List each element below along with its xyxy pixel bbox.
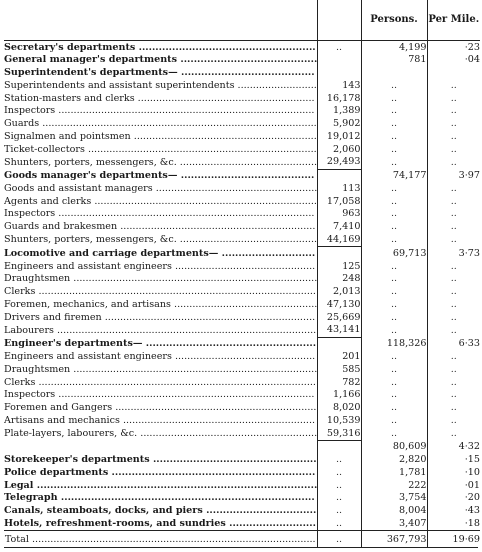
- table-row: [4, 337, 480, 350]
- row-subtotal: ..: [317, 454, 361, 467]
- row-subtotal: 59,316: [317, 427, 361, 440]
- table-row: [4, 143, 480, 156]
- row-per-mile: ..: [427, 311, 480, 324]
- row-persons: ..: [361, 363, 427, 376]
- row-label: Goods manager's departments— ........................................: [4, 169, 315, 181]
- row-per-mile: ·15: [427, 454, 480, 467]
- row-subtotal: 44,169: [317, 233, 361, 246]
- header-persons: Persons.: [361, 0, 427, 40]
- row-persons: ..: [361, 401, 427, 414]
- table-row: [4, 130, 480, 143]
- row-label: Draughtsmen ................................................................................: [4, 363, 317, 375]
- row-persons: [361, 66, 427, 79]
- table-row: [4, 79, 480, 92]
- row-persons: ..: [361, 414, 427, 427]
- row-subtotal: ..: [317, 517, 361, 530]
- row-subtotal: [317, 247, 361, 260]
- table-row: [4, 505, 480, 518]
- row-label: Secretary's departments .....................................................: [4, 41, 316, 53]
- row-label: Signalmen and pointsmen ............................................................: [4, 130, 317, 142]
- row-per-mile: ..: [427, 117, 480, 130]
- row-persons: ..: [361, 376, 427, 389]
- row-persons: ..: [361, 298, 427, 311]
- row-label: Inspectors ....................................................................................: [4, 389, 315, 401]
- row-persons: 4,199: [361, 40, 427, 53]
- row-per-mile: ..: [427, 233, 480, 246]
- table-row: [4, 492, 480, 505]
- total-row: [4, 531, 480, 548]
- header-sub-cell: [317, 0, 361, 40]
- row-label: Artisans and mechanics ...............................................................: [4, 414, 316, 426]
- row-per-mile: 3·97: [427, 169, 480, 182]
- table-row: [4, 182, 480, 195]
- row-per-mile: ·23: [427, 40, 480, 53]
- row-subtotal: [317, 66, 361, 79]
- row-label: Foremen, mechanics, and artisans ...............................................: [4, 298, 317, 310]
- row-per-mile: ..: [427, 389, 480, 402]
- row-label: Superintendent's departments— ........................................: [4, 67, 315, 79]
- row-per-mile: ·43: [427, 505, 480, 518]
- row-label: Clerks ...........................................................................................: [4, 286, 316, 298]
- table-row: [4, 92, 480, 105]
- row-label: Inspectors ....................................................................................: [4, 208, 315, 220]
- row-persons: 222: [361, 479, 427, 492]
- table-row: [4, 233, 480, 246]
- row-label: Engineer's departments— ...................................................: [4, 337, 317, 349]
- row-subtotal: [317, 54, 361, 67]
- row-subtotal: 782: [317, 376, 361, 389]
- table-row: [4, 54, 480, 67]
- table-row: [4, 286, 480, 299]
- row-label: Engineers and assistant engineers ..............................................: [4, 260, 316, 272]
- row-subtotal: ..: [317, 505, 361, 518]
- row-label: Shunters, porters, messengers, &c. .............................................: [4, 234, 317, 246]
- row-per-mile: ..: [427, 427, 480, 440]
- row-persons: 2,820: [361, 454, 427, 467]
- row-per-mile: ..: [427, 208, 480, 221]
- table-row: [4, 169, 480, 182]
- row-label: Legal ....................................................................................: [4, 479, 317, 491]
- row-per-mile: ..: [427, 143, 480, 156]
- total-subtotal: ..: [317, 531, 361, 548]
- row-subtotal: ..: [317, 492, 361, 505]
- row-label: Clerks ...........................................................................................: [4, 376, 316, 388]
- row-per-mile: 4·32: [427, 440, 480, 453]
- row-per-mile: ..: [427, 324, 480, 337]
- row-persons: ..: [361, 105, 427, 118]
- row-persons: ..: [361, 143, 427, 156]
- row-per-mile: ..: [427, 221, 480, 234]
- table-row: [4, 105, 480, 118]
- row-persons: ..: [361, 311, 427, 324]
- table-row: [4, 298, 480, 311]
- row-persons: 3,407: [361, 517, 427, 530]
- row-per-mile: ..: [427, 195, 480, 208]
- row-label: Shunters, porters, messengers, &c. .............................................: [4, 156, 317, 168]
- table-row: [4, 273, 480, 286]
- row-label: Labourers .....................................................................................: [4, 324, 317, 336]
- table-row: [4, 247, 480, 260]
- row-subtotal: 5,902: [317, 117, 361, 130]
- row-label: Locomotive and carriage departments— ............................: [4, 247, 316, 259]
- row-subtotal: 125: [317, 260, 361, 273]
- row-per-mile: [427, 66, 480, 79]
- row-label: Inspectors ....................................................................................: [4, 105, 315, 117]
- row-persons: ..: [361, 273, 427, 286]
- row-persons: 69,713: [361, 247, 427, 260]
- row-persons: 8,004: [361, 505, 427, 518]
- row-label: Guards and brakesmen ................................................................: [4, 221, 316, 233]
- header-per-mile: Per Mile.: [427, 0, 480, 40]
- row-label: Plate-layers, labourers, &c. ..........................................................: [4, 427, 317, 439]
- row-label: Ticket-collectors ...........................................................................: [4, 143, 317, 155]
- row-persons: 3,754: [361, 492, 427, 505]
- row-persons: ..: [361, 117, 427, 130]
- table-row: [4, 479, 480, 492]
- row-persons: ..: [361, 233, 427, 246]
- row-subtotal: 1,166: [317, 389, 361, 402]
- row-subtotal: 8,020: [317, 401, 361, 414]
- row-subtotal: 248: [317, 273, 361, 286]
- row-label: Goods and assistant managers .....................................................: [4, 182, 317, 194]
- row-subtotal: 47,130: [317, 298, 361, 311]
- table-row: [4, 260, 480, 273]
- row-persons: ..: [361, 130, 427, 143]
- row-label: Canals, steamboats, docks, and piers .................................: [4, 505, 317, 517]
- row-subtotal: 2,060: [317, 143, 361, 156]
- row-per-mile: ..: [427, 414, 480, 427]
- row-subtotal: 10,539: [317, 414, 361, 427]
- row-persons: 781: [361, 54, 427, 67]
- row-label: Station-masters and clerks ..........................................................: [4, 92, 315, 104]
- row-persons: ..: [361, 427, 427, 440]
- table-row: [4, 427, 480, 440]
- row-subtotal: 113: [317, 182, 361, 195]
- row-per-mile: ·20: [427, 492, 480, 505]
- table-row: [4, 324, 480, 337]
- table-row: [4, 389, 480, 402]
- row-per-mile: ..: [427, 363, 480, 376]
- table-row: [4, 311, 480, 324]
- row-per-mile: ..: [427, 298, 480, 311]
- table-row: [4, 66, 480, 79]
- table-row: [4, 208, 480, 221]
- row-subtotal: 17,058: [317, 195, 361, 208]
- row-subtotal: 25,669: [317, 311, 361, 324]
- row-persons: ..: [361, 79, 427, 92]
- row-subtotal: ..: [317, 479, 361, 492]
- row-per-mile: ..: [427, 260, 480, 273]
- table-row: [4, 40, 480, 53]
- row-subtotal: [317, 337, 361, 350]
- row-persons: ..: [361, 260, 427, 273]
- row-persons: ..: [361, 389, 427, 402]
- table-row: [4, 117, 480, 130]
- row-label: Hotels, refreshment-rooms, and sundries ..........................: [4, 517, 316, 529]
- row-per-mile: 6·33: [427, 337, 480, 350]
- row-label: Drivers and firemen .....................................................................: [4, 311, 316, 323]
- row-per-mile: ..: [427, 130, 480, 143]
- row-persons: ..: [361, 92, 427, 105]
- row-subtotal: 43,141: [317, 324, 361, 337]
- table-row: [4, 401, 480, 414]
- header-label-cell: [4, 0, 317, 40]
- row-subtotal: 2,013: [317, 286, 361, 299]
- row-subtotal: 201: [317, 350, 361, 363]
- row-per-mile: ..: [427, 79, 480, 92]
- row-subtotal: ..: [317, 40, 361, 53]
- table-row: [4, 466, 480, 479]
- table-row: [4, 221, 480, 234]
- row-subtotal: 16,178: [317, 92, 361, 105]
- row-persons: ..: [361, 195, 427, 208]
- total-label: Total .............................................................................................: [4, 531, 317, 548]
- row-persons: ..: [361, 208, 427, 221]
- row-per-mile: ..: [427, 376, 480, 389]
- row-label: Police departments .............................................................: [4, 466, 316, 478]
- table-row: [4, 440, 480, 453]
- row-persons: ..: [361, 350, 427, 363]
- row-label: Foremen and Gangers ..................................................................: [4, 402, 317, 414]
- row-label: Storekeeper's departments .................................................: [4, 454, 317, 466]
- total-per-mile: 19·69: [427, 531, 480, 548]
- table-row: [4, 414, 480, 427]
- table-row: [4, 156, 480, 169]
- row-per-mile: 3·73: [427, 247, 480, 260]
- row-persons: 74,177: [361, 169, 427, 182]
- row-per-mile: ·10: [427, 466, 480, 479]
- row-label: [4, 440, 317, 453]
- row-per-mile: ·04: [427, 54, 480, 67]
- row-persons: ..: [361, 182, 427, 195]
- row-persons: 118,326: [361, 337, 427, 350]
- row-label: Agents and clerks .........................................................................: [4, 195, 317, 207]
- row-per-mile: ..: [427, 105, 480, 118]
- row-subtotal: 29,493: [317, 156, 361, 169]
- row-per-mile: ..: [427, 182, 480, 195]
- row-subtotal: [317, 169, 361, 182]
- row-subtotal: 963: [317, 208, 361, 221]
- row-per-mile: ..: [427, 350, 480, 363]
- header-row: [4, 0, 480, 40]
- row-persons: 1,781: [361, 466, 427, 479]
- table-body: [4, 0, 480, 548]
- table-row: [4, 350, 480, 363]
- table-row: [4, 363, 480, 376]
- row-label: Engineers and assistant engineers ..............................................: [4, 351, 316, 363]
- row-label: Telegraph ............................................................................: [4, 492, 315, 504]
- row-persons: ..: [361, 324, 427, 337]
- row-per-mile: ..: [427, 273, 480, 286]
- row-subtotal: 143: [317, 79, 361, 92]
- row-per-mile: ..: [427, 156, 480, 169]
- row-per-mile: ..: [427, 286, 480, 299]
- row-persons: ..: [361, 286, 427, 299]
- row-subtotal: 1,389: [317, 105, 361, 118]
- row-per-mile: ·01: [427, 479, 480, 492]
- staff-table: [4, 0, 480, 548]
- row-label: Superintendents and assistant superintendents ..........................: [4, 79, 317, 91]
- row-per-mile: ..: [427, 92, 480, 105]
- row-per-mile: ·18: [427, 517, 480, 530]
- row-subtotal: ..: [317, 466, 361, 479]
- row-subtotal: 7,410: [317, 221, 361, 234]
- row-persons: ..: [361, 156, 427, 169]
- row-persons: ..: [361, 221, 427, 234]
- total-persons: 367,793: [361, 531, 427, 548]
- row-per-mile: ..: [427, 401, 480, 414]
- table-row: [4, 376, 480, 389]
- row-subtotal: 19,012: [317, 130, 361, 143]
- row-persons: 80,609: [361, 440, 427, 453]
- table-row: [4, 195, 480, 208]
- table-row: [4, 454, 480, 467]
- row-subtotal: 585: [317, 363, 361, 376]
- row-label: General manager's departments .........................................: [4, 54, 317, 66]
- row-label: Draughtsmen ................................................................................: [4, 273, 317, 285]
- table-row: [4, 517, 480, 530]
- row-subtotal: [317, 440, 361, 453]
- row-label: Guards ..........................................................................................: [4, 118, 317, 130]
